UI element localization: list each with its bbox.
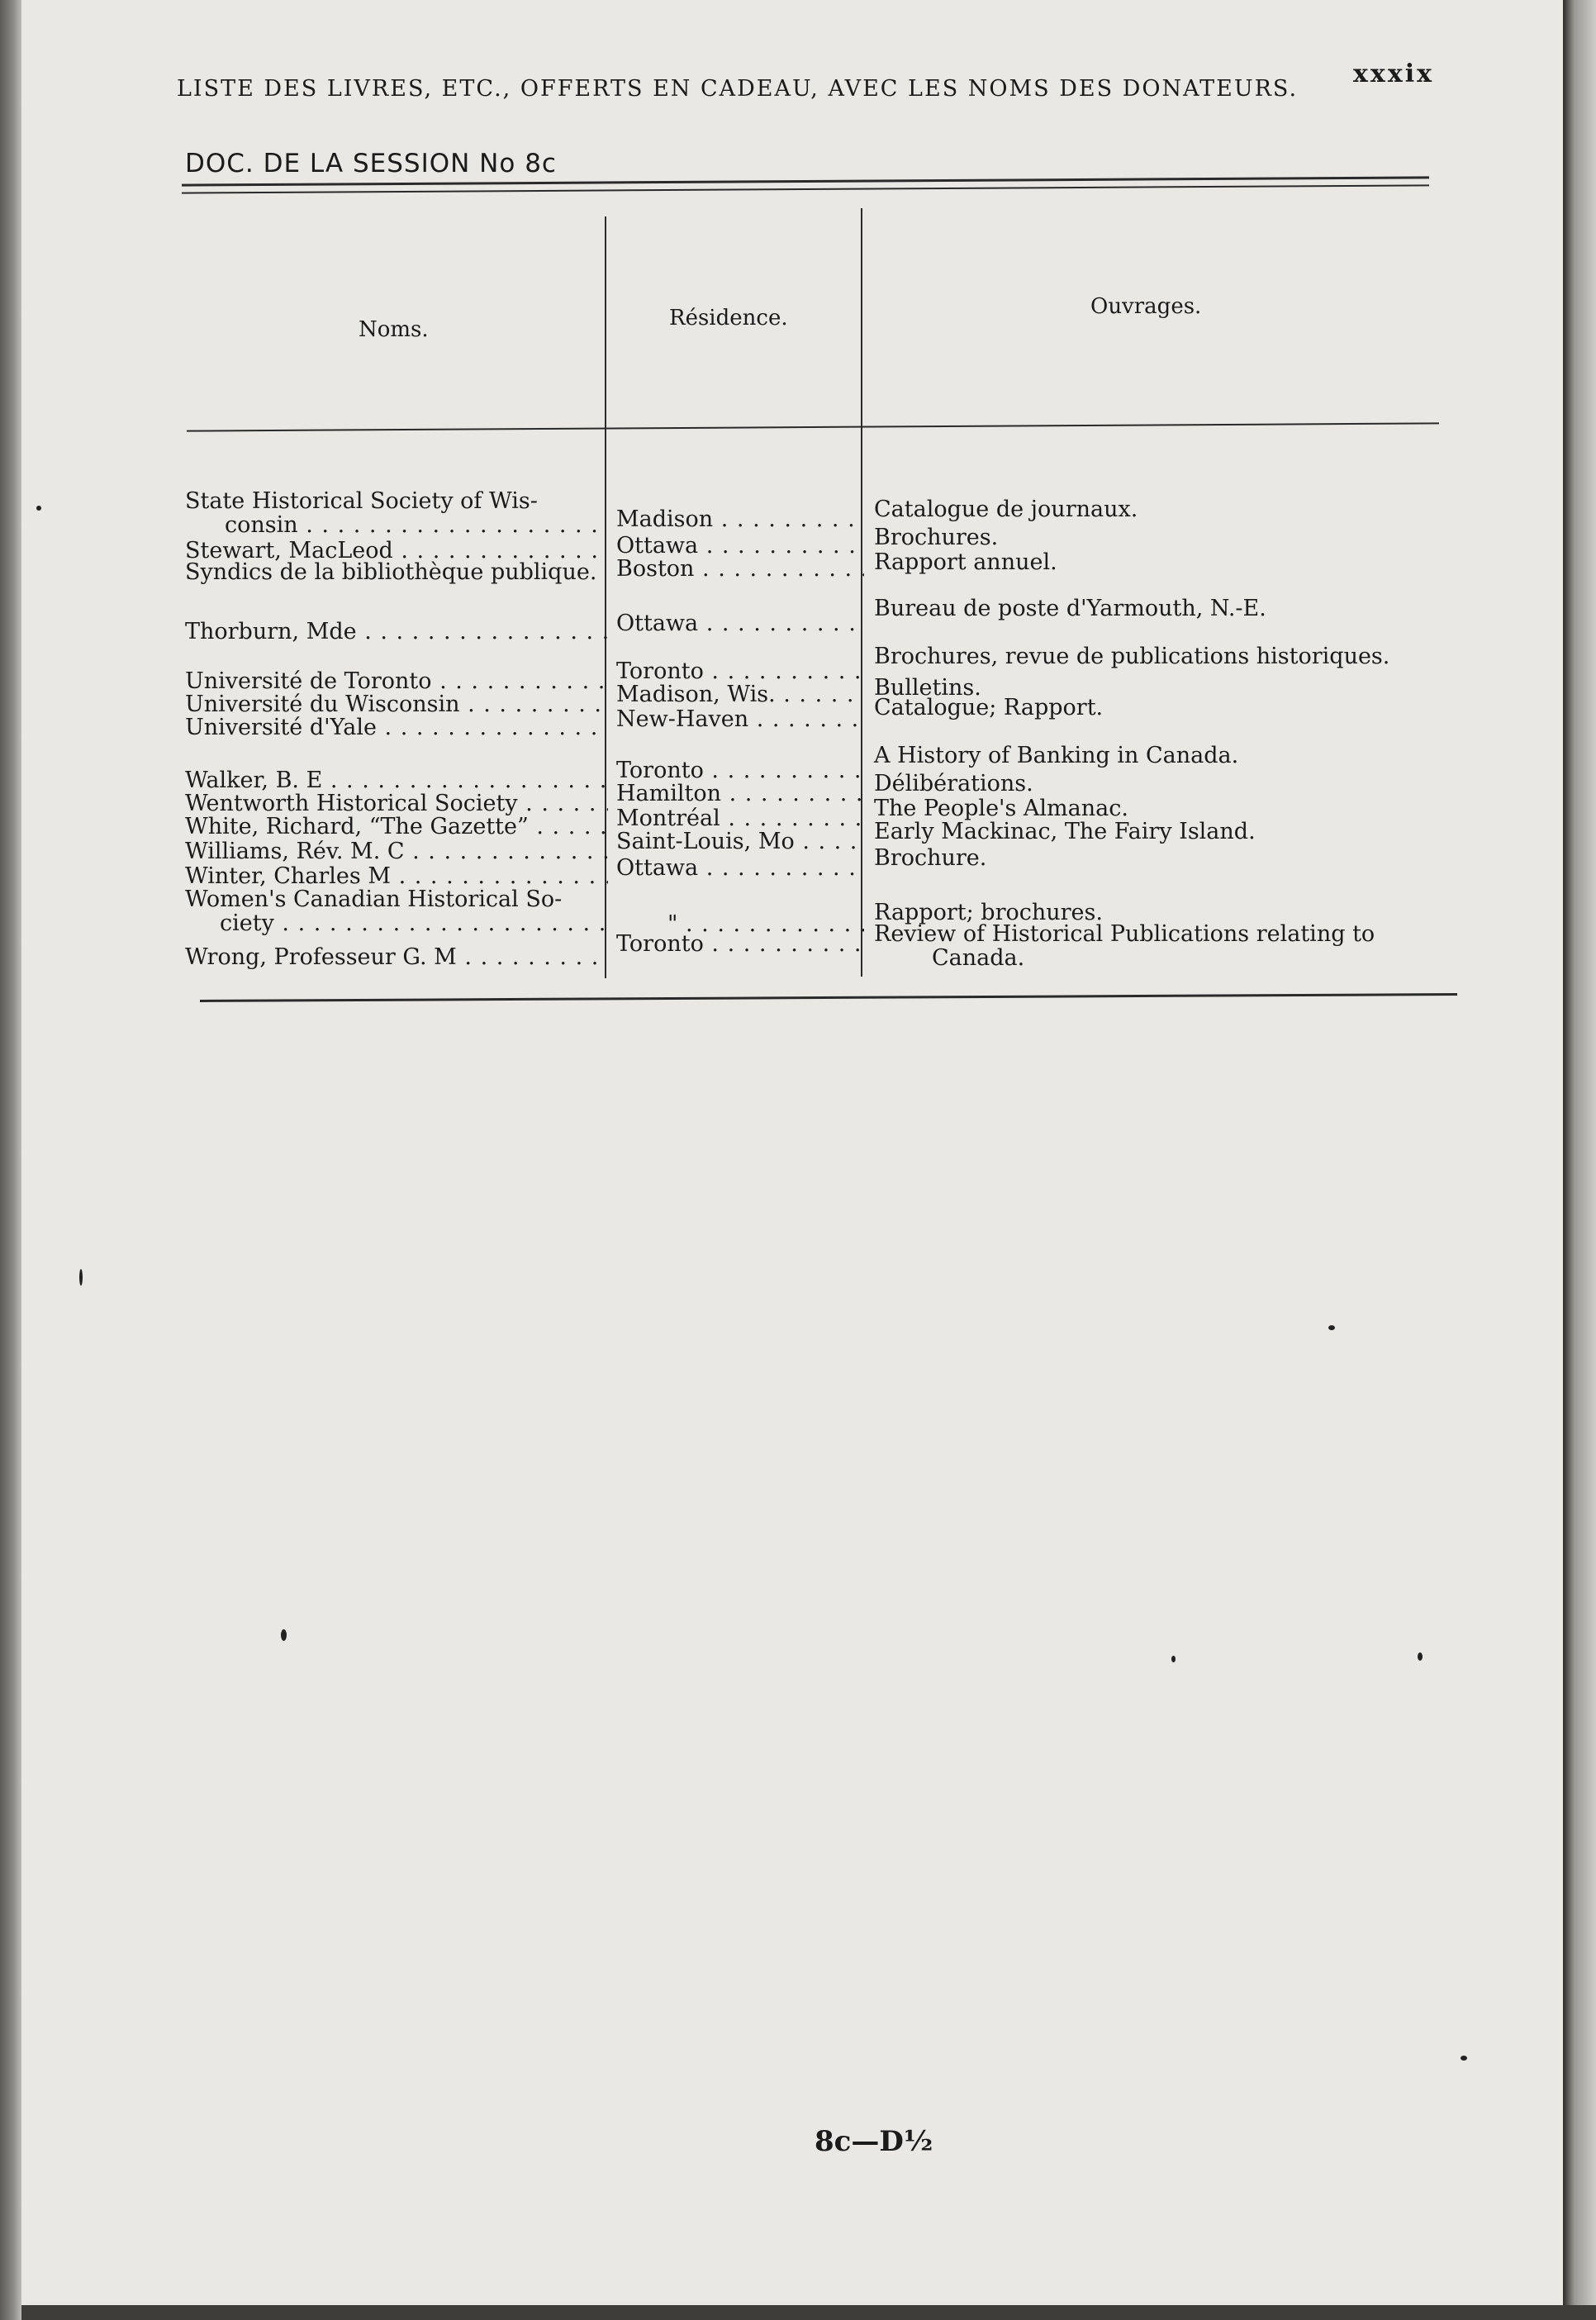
table-cell-ouvrages: Catalogue; Rapport. (874, 695, 1104, 720)
table-cell-residence: Saint-Louis, Mo . . . (616, 830, 864, 853)
page-footer-signature: 8c—D½ (815, 2125, 933, 2158)
document-page (21, 0, 1568, 2305)
table-cell-residence: New-Haven . . . (616, 707, 864, 731)
scan-speck (1328, 1325, 1335, 1330)
table-cell-ouvrages: Catalogue de journaux. (874, 497, 1138, 522)
scan-speck (36, 506, 41, 511)
table-cell-ouvrages: Délibérations. (874, 771, 1033, 796)
table-cell-residence: Madison, Wis. . . . (616, 682, 864, 706)
table-cell-residence: Madison . . . (616, 507, 864, 531)
page-left-edge (0, 0, 21, 2320)
scan-speck (1418, 1652, 1423, 1661)
table-cell-residence: Montréal . . . (616, 806, 864, 830)
table-cell-residence: Toronto . . . (616, 932, 864, 956)
table-cell-residence: Toronto . . . (616, 659, 864, 683)
scan-speck (79, 1269, 83, 1286)
table-cell-ouvrages: Early Mackinac, The Fairy Island. (874, 819, 1256, 844)
table-cell-ouvrages: The People's Almanac. (874, 796, 1128, 821)
table-row-noms: Syndics de la bibliothèque publique. (185, 560, 597, 584)
table-cell-ouvrages: Brochures, revue de publications historiques. (874, 644, 1390, 669)
page-bottom-edge (21, 2305, 1596, 2320)
column-header-residence: Résidence. (669, 306, 788, 330)
table-row-noms: Women's Canadian Historical So- ciety . . . (185, 887, 608, 935)
table-row-noms: Stewart, MacLeod . . . (185, 539, 608, 563)
scan-speck (1461, 2056, 1467, 2061)
table-row-noms: Winter, Charles M . . . (185, 864, 608, 888)
column-header-noms: Noms. (359, 317, 429, 342)
table-cell: consin . . . (185, 513, 608, 537)
page-number: xxxix (1353, 59, 1434, 88)
table-cell-residence: Ottawa . . . (616, 611, 864, 635)
table-cell: State Historical Society of Wis- (185, 489, 538, 513)
table-cell-ouvrages: A History of Banking in Canada. (874, 743, 1239, 768)
table-row-noms: Walker, B. E . . . (185, 768, 608, 792)
table-row-noms: Thorburn, Mde . . . (185, 620, 608, 644)
table-cell-ouvrages: Bulletins. (874, 675, 981, 701)
table-cell-residence: " . . . (616, 912, 864, 936)
scan-speck (1171, 1656, 1176, 1662)
table-row-noms (185, 489, 608, 537)
session-number: DOC. DE LA SESSION No 8c (185, 149, 557, 178)
scan-speck (281, 1629, 287, 1641)
table-cell-ouvrages: Review of Historical Publications relating to Canada. (874, 922, 1375, 970)
table-cell-ouvrages: Rapport; brochures. (874, 900, 1103, 925)
running-head: LISTE DES LIVRES, ETC., OFFERTS EN CADEAU, AVEC LES NOMS DES DONATEURS. (177, 76, 1299, 102)
table-row-noms: Université de Toronto . . . (185, 669, 608, 693)
table-row-noms: Williams, Rév. M. C . . . (185, 839, 608, 863)
table-row-noms: Wentworth Historical Society . . . (185, 792, 608, 815)
table-row-noms: Université du Wisconsin . . . (185, 692, 608, 716)
table-cell-residence: Hamilton . . . (616, 782, 864, 806)
table-cell-residence: Ottawa . . . (616, 856, 864, 880)
page-right-edge (1563, 0, 1596, 2320)
table-cell-ouvrages: Brochures. (874, 525, 999, 550)
table-cell-residence: Toronto . . . (616, 758, 864, 782)
table-row-noms: Université d'Yale . . . (185, 715, 608, 739)
table-cell-residence: Ottawa . . . (616, 534, 864, 558)
table-cell-ouvrages: Rapport annuel. (874, 549, 1057, 575)
table-cell-ouvrages: Bureau de poste d'Yarmouth, N.-E. (874, 596, 1266, 621)
table-row-noms: White, Richard, “The Gazette” . . . (185, 815, 608, 839)
table-cell-ouvrages: Brochure. (874, 845, 987, 871)
table-row-noms: Wrong, Professeur G. M . . . (185, 945, 608, 969)
column-header-ouvrages: Ouvrages. (1090, 294, 1202, 319)
table-cell-residence: Boston . . . (616, 557, 864, 581)
